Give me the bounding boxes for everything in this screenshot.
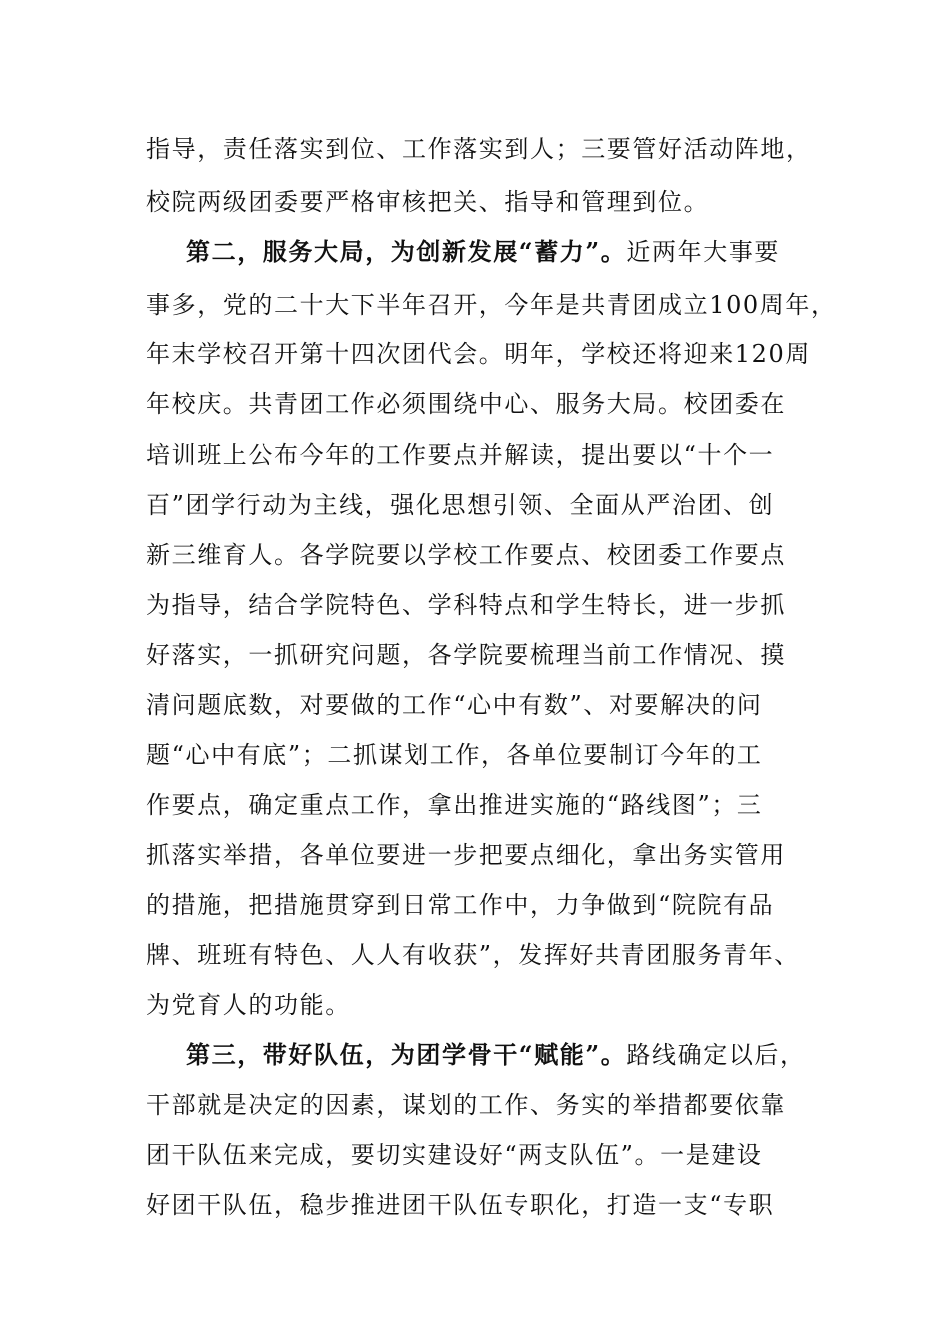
text-line: 抓落实举措，各单位要进一步把要点细化，拿出务实管用: [146, 841, 786, 869]
text-line: 为指导，结合学院特色、学科特点和学生特长，进一步抓: [146, 591, 786, 619]
text-line: 年末学校召开第十四次团代会。明年，学校还将迎来120周: [146, 340, 812, 368]
text-line: 事多，党的二十大下半年召开，今年是共青团成立100周年，: [146, 291, 837, 319]
text-line: 牌、班班有特色、人人有收获”，发挥好共青团服务青年、: [146, 941, 800, 969]
text-line: 好团干队伍，稳步推进团干队伍专职化，打造一支“专职: [146, 1191, 775, 1219]
text-line: 清问题底数，对要做的工作“心中有数”、对要解决的问: [146, 691, 763, 719]
text-line: 新三维育人。各学院要以学校工作要点、校团委工作要点: [146, 541, 786, 569]
paragraph-heading-line: [186, 1035, 866, 1075]
text-line: 为党育人的功能。: [146, 991, 351, 1019]
text-line: 培训班上公布今年的工作要点并解读，提出要以“十个一: [146, 441, 775, 469]
section-heading: 第二，服务大局，为创新发展“蓄力”。: [186, 237, 627, 266]
text-line: 指导，责任落实到位、工作落实到人；三要管好活动阵地，: [146, 135, 812, 163]
text-line: 题“心中有底”；二抓谋划工作，各单位要制订今年的工: [146, 741, 763, 769]
text-line: 的措施，把措施贯穿到日常工作中，力争做到“院院有品: [146, 891, 775, 919]
text-line: 好落实，一抓研究问题，各学院要梳理当前工作情况、摸: [146, 641, 786, 669]
text-line: 年校庆。共青团工作必须围绕中心、服务大局。校团委在: [146, 390, 786, 418]
text-line: 团干队伍来完成，要切实建设好“两支队伍”。一是建设: [146, 1141, 763, 1169]
text-span: 近两年大事要: [626, 238, 781, 266]
section-heading: 第三，带好队伍，为团学骨干“赋能”。: [186, 1040, 627, 1069]
paragraph-heading-line: [186, 232, 866, 272]
text-span: 路线确定以后，: [626, 1041, 806, 1069]
text-line: 校院两级团委要严格审核把关、指导和管理到位。: [146, 188, 710, 216]
text-line: 作要点，确定重点工作，拿出推进实施的“路线图”；三: [146, 791, 763, 819]
text-line: 干部就是决定的因素，谋划的工作、务实的举措都要依靠: [146, 1091, 786, 1119]
text-line: 百”团学行动为主线，强化思想引领、全面从严治团、创: [146, 491, 775, 519]
